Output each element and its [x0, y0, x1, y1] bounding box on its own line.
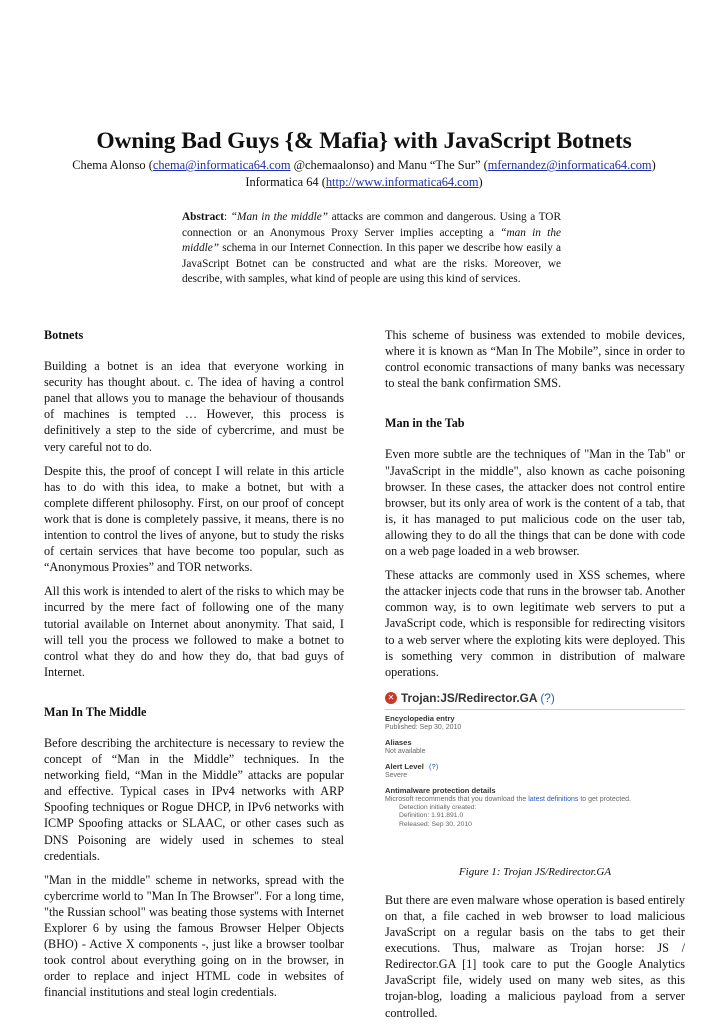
figure-threat-name: Trojan:JS/Redirector.GA: [401, 690, 538, 705]
left-column: [44, 327, 344, 1008]
authors-suffix: ): [651, 158, 656, 172]
figure-divider: [385, 709, 685, 710]
figure-caption: Figure 1: Trojan JS/Redirector.GA: [458, 865, 612, 878]
figure-alert-label: Alert Level: [385, 761, 424, 771]
figure-protection-text-a: Microsoft recommends that you download the: [385, 795, 529, 803]
figure-help-link[interactable]: (?): [540, 690, 555, 705]
abstract-text-1: attacks are common and dangerous. Using a TOR connection or an Anonymous Proxy Server implies accepting a: [182, 211, 561, 239]
figure-aliases-value: Not available: [385, 747, 426, 755]
affiliation-line: [0, 174, 728, 191]
paragraph-botnets-2: Despite this, the proof of concept I will relate in this article has to do with this idea, to make a botnet, but with a complete different philosophy. First, on our proof of concept work that is done is completely passive, it means, there is no intention to control the lives of anyone, but to study the risks of certain services that have become too popular, such as “Anonymous Proxies” and TOR networks.: [44, 463, 344, 575]
abstract-quote-2: “man in the middle”: [182, 226, 561, 255]
figure-alert-help-link[interactable]: (?): [428, 761, 439, 771]
section-heading-botnets: Botnets: [44, 328, 84, 342]
figure-aliases-label: Aliases: [385, 737, 412, 747]
abstract-sep: :: [224, 211, 231, 223]
paper-title: Owning Bad Guys {& Mafia} with JavaScript Botnets: [96, 128, 632, 154]
figure-released: Released: Sep 30, 2010: [399, 820, 472, 828]
figure-protection-label: Antimalware protection details: [385, 785, 496, 795]
figure-detection: Detection initially created:: [399, 803, 477, 811]
author-email-link-chema[interactable]: chema@informatica64.com: [152, 158, 291, 172]
section-heading-man-in-the-tab: Man in the Tab: [385, 416, 465, 431]
paragraph-botnets-1: Building a botnet is an idea that everyone working in security has thought about. c. The idea of having a control panel that allows you to manage the behaviour of thousands of machines is tempted … However, this process is definitively a step to the side of cybercrime, and must be very careful not to do.: [44, 359, 344, 454]
figure-protection-text: [385, 795, 685, 804]
section-spacer: [44, 688, 344, 704]
section-heading-mitm: Man In The Middle: [44, 704, 147, 719]
figure-header: [385, 690, 685, 706]
figure-alert-row: [385, 762, 685, 771]
paragraph-closing: But there are even malware whose operation is based entirely on that, a file cached in web browser to load malicious JavaScript on a regular basis on the tabs to get their executions. Thus, malware as Trojan horse: JS / Redirector.GA [1] took care to put the Google Analytics JavaScript file, widely used on many web sites, as this trojan-blog, loading a malicious payload from a server controlled.: [385, 892, 685, 1020]
figure-encyclopedia-label: Encyclopedia entry: [385, 713, 455, 723]
abstract-text-2: schema in our Internet Connection. In this paper we describe how easily a JavaScript Botnet can be constructed and what are the risks. Moreover, we describe, with samples, what kind of people are using this kind of services.: [182, 242, 561, 286]
figure-alert-value: Severe: [385, 771, 408, 779]
threat-shield-icon: ✕: [385, 692, 397, 704]
abstract-quote-1: “Man in the middle”: [230, 211, 329, 223]
author-email-link-manu[interactable]: mfernandez@informatica64.com: [487, 158, 652, 172]
abstract: [182, 210, 561, 288]
figure-definitions-link[interactable]: latest definitions: [528, 795, 579, 803]
paragraph-mobile: This scheme of business was extended to mobile devices, where it is known as “Man In The Mobile”, since in order to control economic transactions of many banks was necessary to steal the bank confirmation SMS.: [385, 328, 685, 391]
section-spacer: [385, 399, 685, 415]
figure-definition: Definition: 1.91.891.0: [399, 812, 464, 820]
authors-prefix: Chema Alonso (: [72, 158, 153, 172]
affiliation-suffix: ): [478, 175, 483, 189]
figure-published: Published: Sep 30, 2010: [385, 723, 462, 731]
paragraph-botnets-3: All this work is intended to alert of the risks to which may be incurred by the mere fact of following one of the many tutorial available on Internet about anonymity. That said, I will tell you the process we followed to make a botnet to control what they do and how they do, that bad guys of Internet.: [44, 584, 344, 679]
affiliation-prefix: Informatica 64 (: [245, 175, 326, 189]
paragraph-tab-2: These attacks are commonly used in XSS schemes, where the attacker injects code that runs in the browser tab. Another common way, is to own legitimate web servers to put a JavaScript code, which is responsible for redirecting visitors to a web server where the exploting kits were deployed. This is something very common in distribution of malware operations.: [385, 568, 685, 679]
author-line: [0, 157, 728, 174]
right-column: [385, 327, 685, 1029]
figure-protection-text-b: to get protected.: [578, 795, 631, 803]
authors-mid: @chemaalonso) and Manu “The Sur” (: [290, 158, 488, 172]
figure-trojan-screenshot: [385, 690, 685, 858]
paragraph-mitm-2: "Man in the middle" scheme in networks, spread with the cybercrime world to "Man In The Browser". For a long time, "the Russian school" was beating those systems with Internet Explorer 6 by using the famous Browser Helper Objects (BHO) - Active X components -, just like a browser toolbar took control about everything going on in the browser, in order to replace and inject HTML code in websites of financial institutions and steal login credentials.: [44, 872, 344, 1000]
paragraph-tab-1: Even more subtle are the techniques of "Man in the Tab" or "JavaScript in the middle", also known as cache poisoning browser. In these cases, the attacker does not control entire browser, but its only area of work is the content of a tab, that is, it has managed to put malicious code on the user tab, allowing they to do all the things that can be done with code on a web page loaded in a web browser.: [385, 447, 685, 559]
abstract-label: Abstract: [182, 211, 225, 223]
affiliation-url-link[interactable]: http://www.informatica64.com: [325, 175, 479, 189]
paragraph-mitm-1: Before describing the architecture is necessary to review the concept of “Man in the Middle” techniques. In the networking field, “Man in the Middle” attacks are popular and effective. Typical cases in IPv4 networks with ARP Spoofing techniques or Rogue DHCP, in IPv6 networks with ICMP Spoofing attacks or SLAAC, or other cases such as DNS Poisoning are widely used in schemes to steal credentials.: [44, 735, 344, 863]
